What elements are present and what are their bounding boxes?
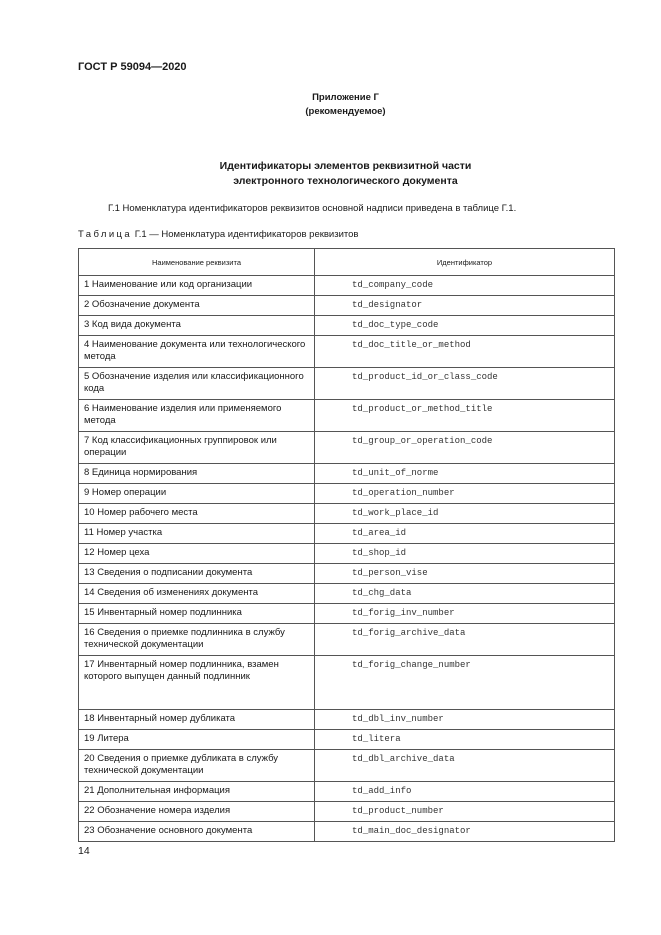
requisite-identifier: td_main_doc_designator <box>315 822 615 842</box>
table-row <box>79 656 615 710</box>
requisite-identifier: td_group_or_operation_code <box>315 432 615 464</box>
table-row <box>79 584 615 604</box>
requisite-name: 17 Инвентарный номер подлинника, взамен которого выпущен данный подлинник <box>79 656 315 710</box>
table-header-row <box>79 249 615 276</box>
table-row <box>79 802 615 822</box>
requisite-name: 8 Единица нормирования <box>79 464 315 484</box>
table-row <box>79 296 615 316</box>
requisite-name: 23 Обозначение основного документа <box>79 822 315 842</box>
requisite-name: 5 Обозначение изделия или классификационного кода <box>79 368 315 400</box>
requisite-identifier: td_shop_id <box>315 544 615 564</box>
table-row <box>79 564 615 584</box>
requisite-identifier: td_operation_number <box>315 484 615 504</box>
requisite-identifier: td_unit_of_norme <box>315 464 615 484</box>
requisite-identifier: td_chg_data <box>315 584 615 604</box>
requisite-name: 12 Номер цеха <box>79 544 315 564</box>
requisite-name: 4 Наименование документа или технологического метода <box>79 336 315 368</box>
requisite-identifier: td_doc_type_code <box>315 316 615 336</box>
requisite-identifier: td_area_id <box>315 524 615 544</box>
table-caption <box>78 229 358 240</box>
requisite-name: 22 Обозначение номера изделия <box>79 802 315 822</box>
requisite-identifier: td_forig_change_number <box>315 656 615 710</box>
requisite-name: 15 Инвентарный номер подлинника <box>79 604 315 624</box>
requisite-identifier: td_forig_archive_data <box>315 624 615 656</box>
table-row <box>79 730 615 750</box>
intro-paragraph: Г.1 Номенклатура идентификаторов реквизитов основной надписи приведена в таблице Г.1. <box>108 203 517 214</box>
table-row <box>79 276 615 296</box>
requisite-name: 20 Сведения о приемке дубликата в службу технической документации <box>79 750 315 782</box>
requisite-identifier: td_work_place_id <box>315 504 615 524</box>
requisite-identifier: td_forig_inv_number <box>315 604 615 624</box>
requisite-name: 21 Дополнительная информация <box>79 782 315 802</box>
requisite-name: 7 Код классификационных группировок или операции <box>79 432 315 464</box>
table-row <box>79 464 615 484</box>
table-row <box>79 400 615 432</box>
appendix-status: (рекомендуемое) <box>305 106 386 117</box>
table-row <box>79 504 615 524</box>
requisite-name: 3 Код вида документа <box>79 316 315 336</box>
requisite-name: 11 Номер участка <box>79 524 315 544</box>
requisite-identifier: td_dbl_archive_data <box>315 750 615 782</box>
table-caption-text: Г.1 — Номенклатура идентификаторов реквизитов <box>134 229 359 240</box>
page-number: 14 <box>78 845 90 857</box>
requisite-name: 13 Сведения о подписании документа <box>79 564 315 584</box>
table-row <box>79 710 615 730</box>
table-row <box>79 782 615 802</box>
section-title <box>0 159 661 189</box>
requisite-identifier: td_company_code <box>315 276 615 296</box>
requisite-name: 16 Сведения о приемке подлинника в службу технической документации <box>79 624 315 656</box>
requisite-name: 2 Обозначение документа <box>79 296 315 316</box>
table-row <box>79 368 615 400</box>
requisite-name: 18 Инвентарный номер дубликата <box>79 710 315 730</box>
requisite-identifier: td_designator <box>315 296 615 316</box>
table-row <box>79 750 615 782</box>
table-row <box>79 336 615 368</box>
requisite-identifier: td_add_info <box>315 782 615 802</box>
requisite-identifier: td_litera <box>315 730 615 750</box>
requisite-identifier: td_doc_title_or_method <box>315 336 615 368</box>
appendix-title: Приложение Г <box>312 92 379 103</box>
requisites-table <box>78 248 615 842</box>
table-row <box>79 822 615 842</box>
requisite-identifier: td_product_id_or_class_code <box>315 368 615 400</box>
requisite-name: 1 Наименование или код организации <box>79 276 315 296</box>
column-header-name: Наименование реквизита <box>79 249 315 276</box>
section-title-line2: электронного технологического документа <box>233 175 458 187</box>
table-row <box>79 624 615 656</box>
requisite-name: 10 Номер рабочего места <box>79 504 315 524</box>
requisite-name: 9 Номер операции <box>79 484 315 504</box>
table-row <box>79 544 615 564</box>
section-title-line1: Идентификаторы элементов реквизитной части <box>219 160 472 172</box>
requisite-identifier: td_person_vise <box>315 564 615 584</box>
requisite-name: 14 Сведения об изменениях документа <box>79 584 315 604</box>
standard-designation: ГОСТ Р 59094—2020 <box>78 61 187 73</box>
column-header-identifier: Идентификатор <box>315 249 615 276</box>
appendix-heading <box>0 91 661 119</box>
table-row <box>79 484 615 504</box>
table-row <box>79 524 615 544</box>
requisite-identifier: td_dbl_inv_number <box>315 710 615 730</box>
requisite-identifier: td_product_or_method_title <box>315 400 615 432</box>
table-row <box>79 604 615 624</box>
requisite-identifier: td_product_number <box>315 802 615 822</box>
table-caption-word: Таблица <box>78 229 133 240</box>
requisite-name: 19 Литера <box>79 730 315 750</box>
table-row <box>79 316 615 336</box>
requisite-name: 6 Наименование изделия или применяемого метода <box>79 400 315 432</box>
table-row <box>79 432 615 464</box>
